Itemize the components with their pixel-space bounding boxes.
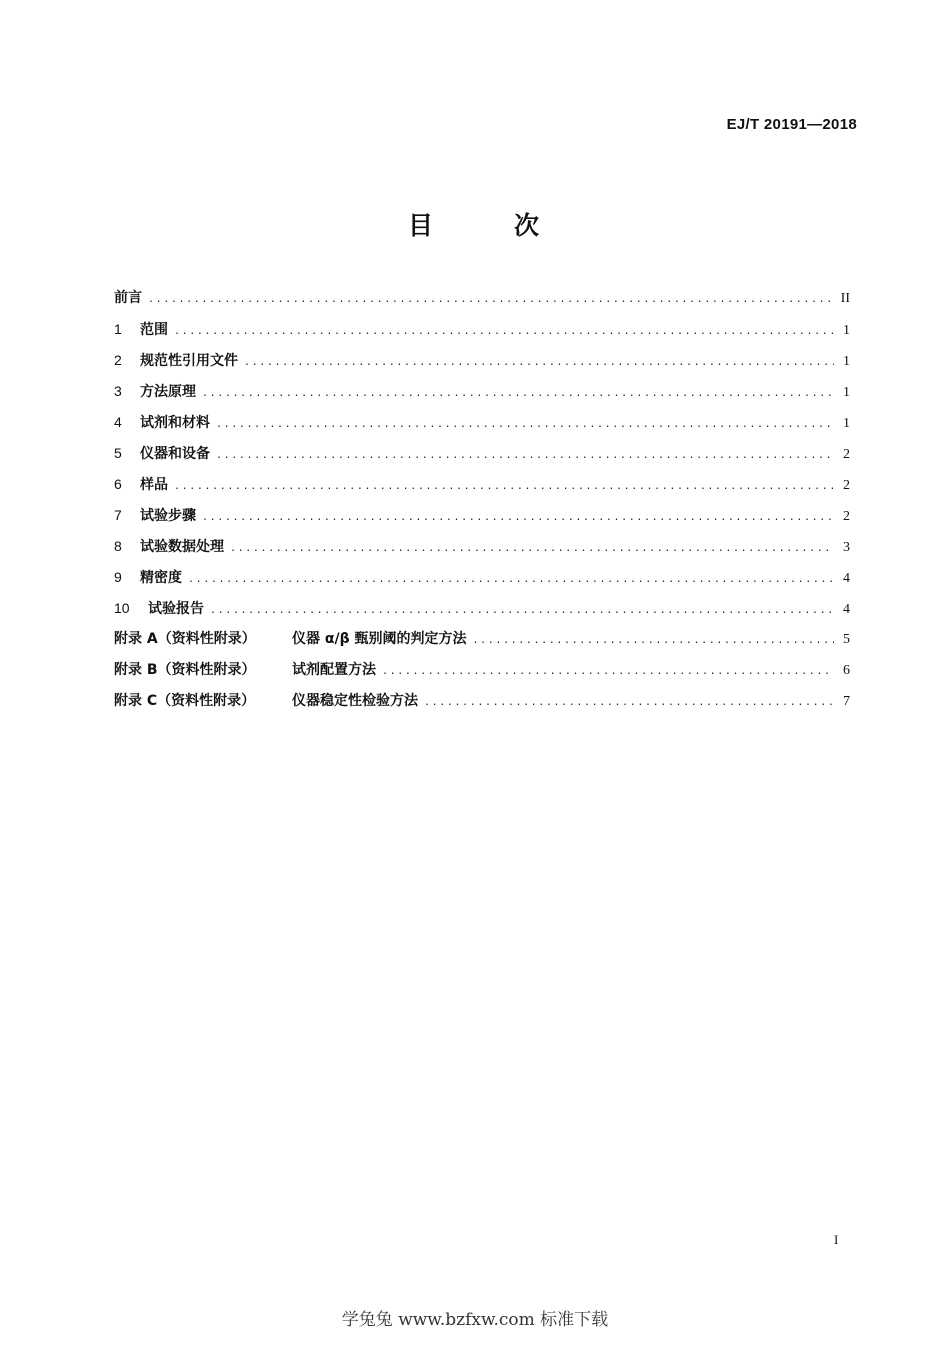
toc-item-5[interactable] — [114, 441, 850, 472]
toc-leader — [202, 382, 834, 406]
toc-leader — [230, 537, 834, 561]
toc-item-number: 8 — [114, 538, 122, 554]
toc-item-appendix-c[interactable] — [114, 689, 850, 720]
toc-item-label: 精密度 — [140, 570, 182, 586]
toc-leader — [210, 599, 834, 623]
toc-item-number: 5 — [114, 445, 122, 461]
toc-item-label: 样品 — [140, 477, 168, 493]
toc-item-page: 4 — [843, 571, 850, 586]
toc-item-label: 范围 — [140, 322, 168, 338]
toc-appendix-prefix: 附录 B（资料性附录） — [114, 662, 256, 678]
toc-item-page: 6 — [843, 663, 850, 678]
toc-item-page: 4 — [843, 602, 850, 617]
toc-item-4[interactable] — [114, 410, 850, 441]
page-title: 目 次 — [407, 211, 567, 240]
toc-leader — [382, 660, 834, 684]
toc-item-number: 7 — [114, 507, 122, 523]
toc-appendix-prefix: 附录 C（资料性附录） — [114, 693, 256, 709]
toc-leader — [174, 320, 834, 344]
toc-item-number: 10 — [114, 600, 130, 616]
table-of-contents — [114, 286, 850, 720]
toc-item-page: 2 — [843, 509, 850, 524]
toc-item-page: 2 — [843, 478, 850, 493]
toc-item-1[interactable] — [114, 317, 850, 348]
toc-item-number: 3 — [114, 383, 122, 399]
toc-leader — [473, 629, 834, 653]
toc-item-number: 6 — [114, 476, 122, 492]
toc-item-label: 前言 — [114, 290, 142, 306]
toc-item-label: 试验报告 — [148, 601, 204, 617]
toc-leader — [148, 288, 834, 312]
toc-item-2[interactable] — [114, 348, 850, 379]
toc-item-page: II — [840, 291, 850, 306]
toc-item-label: 试剂和材料 — [140, 415, 210, 431]
toc-item-page: 1 — [843, 416, 850, 431]
toc-item-appendix-a[interactable] — [114, 627, 850, 658]
toc-item-label: 方法原理 — [140, 384, 196, 400]
toc-item-number: 1 — [114, 321, 122, 337]
toc-item-6[interactable] — [114, 472, 850, 503]
toc-item-9[interactable] — [114, 565, 850, 596]
toc-item-label: 试验数据处理 — [140, 539, 224, 555]
toc-leader — [174, 475, 834, 499]
toc-item-label: 仪器和设备 — [140, 446, 210, 462]
toc-item-page: 1 — [843, 354, 850, 369]
toc-item-label: 仪器稳定性检验方法 — [292, 693, 418, 709]
toc-item-label: 仪器 α/β 甄别阈的判定方法 — [292, 631, 467, 647]
toc-item-7[interactable] — [114, 503, 850, 534]
page-number: I — [834, 1232, 839, 1247]
toc-leader — [244, 351, 834, 375]
toc-item-page: 3 — [843, 540, 850, 555]
toc-leader — [216, 444, 834, 468]
toc-item-3[interactable] — [114, 379, 850, 410]
toc-appendix-prefix: 附录 A（资料性附录） — [114, 631, 256, 647]
toc-item-number: 2 — [114, 352, 122, 368]
toc-item-page: 1 — [843, 323, 850, 338]
toc-leader — [424, 691, 834, 715]
toc-item-8[interactable] — [114, 534, 850, 565]
toc-leader — [216, 413, 834, 437]
toc-item-number: 9 — [114, 569, 122, 585]
toc-item-page: 2 — [843, 447, 850, 462]
toc-leader — [188, 568, 834, 592]
toc-item-label: 试剂配置方法 — [292, 662, 376, 678]
toc-item-page: 5 — [843, 632, 850, 647]
toc-item-page: 1 — [843, 385, 850, 400]
toc-leader — [202, 506, 834, 530]
toc-item-appendix-b[interactable] — [114, 658, 850, 689]
toc-item-foreword[interactable] — [114, 286, 850, 317]
toc-item-label: 规范性引用文件 — [140, 353, 238, 369]
toc-item-label: 试验步骤 — [140, 508, 196, 524]
toc-item-10[interactable] — [114, 596, 850, 627]
document-code: EJ/T 20191—2018 — [726, 116, 857, 133]
toc-item-number: 4 — [114, 414, 122, 430]
watermark-text: 学兔兔 www.bzfxw.com 标准下载 — [341, 1310, 609, 1330]
toc-item-page: 7 — [843, 694, 850, 709]
